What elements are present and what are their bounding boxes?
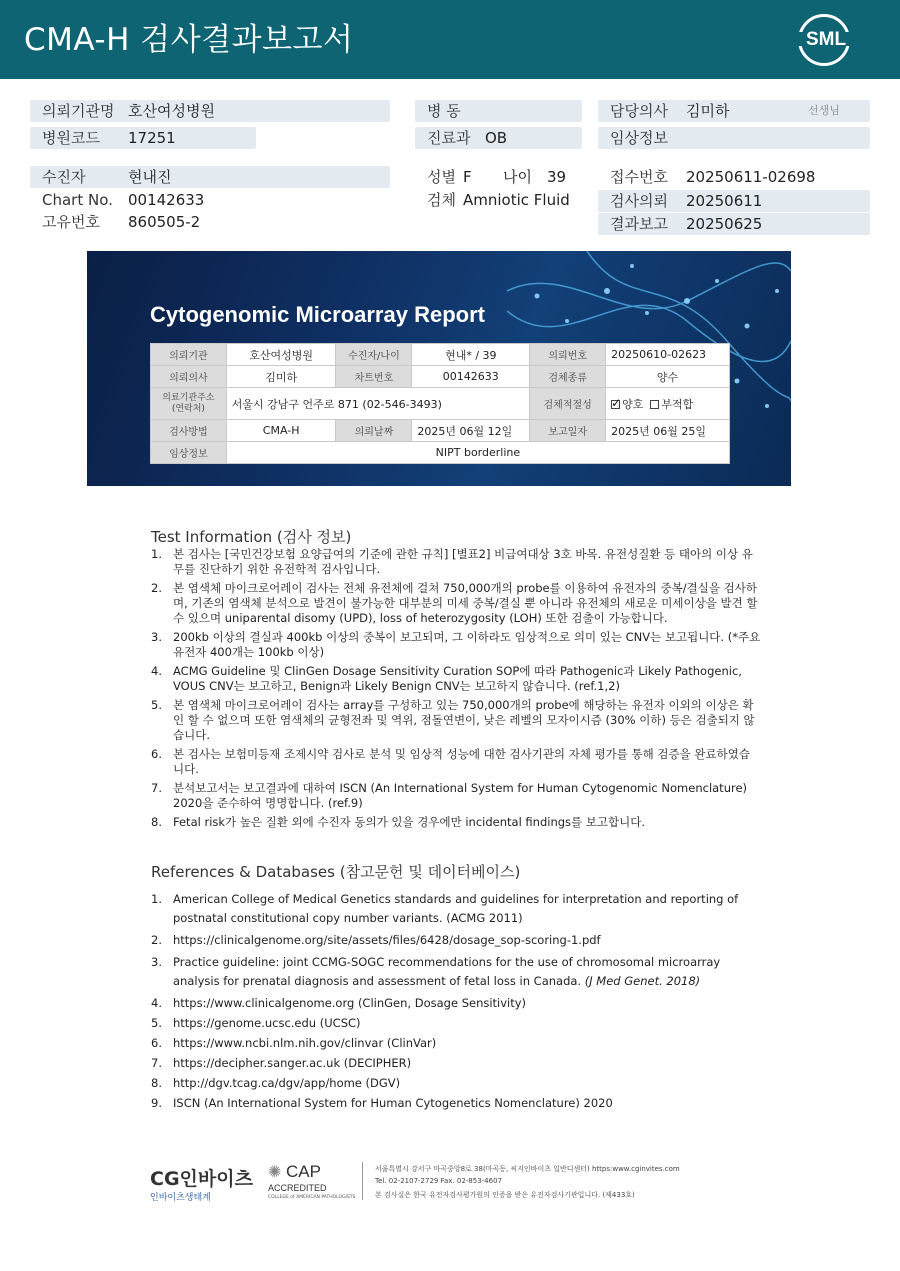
patient-field xyxy=(30,166,390,188)
unique-label: 고유번호 xyxy=(42,213,100,231)
cap-college-text: COLLEGE of AMERICAN PATHOLOGISTS xyxy=(268,1195,356,1200)
footer-divider xyxy=(362,1162,363,1200)
receipt-field xyxy=(598,166,870,188)
table-cell: 의뢰날짜 xyxy=(336,420,412,442)
table-cell: 의뢰의사 xyxy=(151,366,227,388)
request-field xyxy=(598,190,870,212)
hospital-code-field xyxy=(30,127,256,149)
cap-name: CAP xyxy=(286,1162,321,1181)
table-cell: NIPT borderline xyxy=(226,442,729,464)
table-cell: 20250610-02623 xyxy=(606,344,730,366)
report-summary-table xyxy=(150,343,730,464)
chart-field xyxy=(30,189,390,211)
list-item: 3. Practice guideline: joint CCMG-SOGC recommendations for the use of chromosomal microarray analysis for prenatal diagnosis and assessment of fetal loss in Canada. (J Med Genet. 2018) xyxy=(151,955,721,988)
institution-value: 호산여성병원 xyxy=(128,102,215,120)
cg-invites-logo: CG인바이츠 xyxy=(150,1168,253,1190)
references-title: References & Databases (참고문헌 및 데이터베이스) xyxy=(151,863,521,881)
list-item-text: ISCN (An International System for Human Cytogenetics Nomenclature) 2020 xyxy=(173,1096,613,1110)
clinical-field xyxy=(598,127,870,149)
table-cell: 임상정보 xyxy=(151,442,227,464)
age-value: 39 xyxy=(547,168,567,186)
department-value: OB xyxy=(485,129,508,147)
table-row xyxy=(151,366,730,388)
list-item: 4. https://www.clinicalgenome.org (ClinGen, Dosage Sensitivity) xyxy=(151,996,527,1010)
list-item: 6. 본 검사는 보험미등재 조제시약 검사로 분석 및 임상적 성능에 대한 검사기관의 자체 평가를 통해 검증을 완료하였습니다. xyxy=(151,747,750,776)
list-item: 7. 분석보고서는 보고결과에 대하여 ISCN (An International System for Human Cytogenomic Nomenclature) 2020을 준수하여 명명합니다. (ref.9) xyxy=(151,781,748,810)
footer-certification: 본 검사실은 한국 유전자검사평가원의 인증을 받은 유전자검사기관입니다. (제433호) xyxy=(375,1191,635,1199)
chart-value: 00142633 xyxy=(128,191,205,209)
table-cell: 수진자/나이 xyxy=(336,344,412,366)
list-item: 5. https://genome.ucsc.edu (UCSC) xyxy=(151,1016,361,1030)
table-cell: 차트번호 xyxy=(336,366,412,388)
list-item: 2. 본 염색체 마이크로어레이 검사는 전체 유전체에 걸쳐 750,000개의 probe를 이용하여 유전자의 중복/결실을 검사하며, 기존의 염색체 분석으로 발견이 불가능한 대부분의 미세 중복/결실 뿐 아니라 유전체의 새로운 미세이상을 발견 할 수 있으며 uniparental disomy (UPD), loss of heterozygosity (LOH) 또한 검출이 가능합니다. xyxy=(151,581,758,625)
inadequate-label: 부적합 xyxy=(661,397,694,411)
list-item-text: https://www.ncbi.nlm.nih.gov/clinvar (ClinVar) xyxy=(173,1036,437,1050)
clinical-label: 임상정보 xyxy=(610,129,668,147)
table-cell: 검체적절성 xyxy=(530,388,606,420)
table-row xyxy=(151,442,730,464)
cap-star-icon: ✺ xyxy=(268,1162,282,1181)
request-value: 20250611 xyxy=(686,192,763,210)
hospital-code-label: 병원코드 xyxy=(42,129,100,147)
banner-title: Cytogenomic Microarray Report xyxy=(150,302,485,327)
sml-logo xyxy=(796,12,854,66)
list-item-text: 분석보고서는 보고결과에 대하여 ISCN (An International System for Human Cytogenomic Nomenclature) 2020을 준수하여 명명합니다. (ref.9) xyxy=(173,781,748,810)
chart-label: Chart No. xyxy=(42,191,113,209)
institution-label: 의뢰기관명 xyxy=(42,102,115,120)
table-cell: 검사방법 xyxy=(151,420,227,442)
table-cell: 2025년 06월 25일 xyxy=(606,420,730,442)
cap-accredited-logo xyxy=(268,1162,358,1202)
list-item-text: https://clinicalgenome.org/site/assets/files/6428/dosage_sop-scoring-1.pdf xyxy=(173,933,601,947)
result-field xyxy=(598,213,870,235)
receipt-value: 20250611-02698 xyxy=(686,168,816,186)
department-field xyxy=(415,127,582,149)
request-label: 검사의뢰 xyxy=(610,192,668,210)
table-cell: 2025년 06월 12일 xyxy=(412,420,530,442)
unique-value: 860505-2 xyxy=(128,213,201,231)
table-row xyxy=(151,344,730,366)
patient-value: 현내진 xyxy=(128,168,172,186)
table-cell: 보고일자 xyxy=(530,420,606,442)
list-item: 9. ISCN (An International System for Human Cytogenetics Nomenclature) 2020 xyxy=(151,1096,613,1110)
table-cell: 00142633 xyxy=(412,366,530,388)
list-item-text: 본 염색체 마이크로어레이 검사는 array를 구성하고 있는 750,000개의 probe에 해당하는 유전자 이외의 이상은 확인 할 수 없으며 또한 염색체의 균형전좌 및 역위, 점돌연변이, 낮은 레벨의 모자이시즘 (30% 이하) 등은 검출되지 않습니다. xyxy=(173,698,755,742)
test-info-list xyxy=(151,547,761,830)
receipt-label: 접수번호 xyxy=(610,168,668,186)
table-row xyxy=(151,388,730,420)
table-cell: 의뢰기관 xyxy=(151,344,227,366)
list-item: 2. https://clinicalgenome.org/site/assets/files/6428/dosage_sop-scoring-1.pdf xyxy=(151,933,601,947)
list-item-text: American College of Medical Genetics standards and guidelines for interpretation and reporting of postnatal constitutional copy number variants. (ACMG 2011) xyxy=(173,892,739,925)
footer-contact: Tel. 02-2107-2729 Fax. 02-853-4607 xyxy=(375,1177,503,1185)
list-item: 8. Fetal risk가 높은 질환 외에 수진자 동의가 있을 경우에만 incidental findings를 보고합니다. xyxy=(151,815,645,829)
table-cell: 양수 xyxy=(606,366,730,388)
table-cell: 의료기관주소 (연락처) xyxy=(151,388,227,420)
institution-field xyxy=(30,100,390,122)
report-banner xyxy=(87,251,791,486)
list-item-text: 본 검사는 보험미등재 조제시약 검사로 분석 및 임상적 성능에 대한 검사기관의 자체 평가를 통해 검증을 완료하였습니다. xyxy=(173,747,750,776)
list-item: 7. https://decipher.sanger.ac.uk (DECIPHER) xyxy=(151,1056,412,1070)
table-cell: 호산여성병원 xyxy=(226,344,336,366)
list-item: 8. http://dgv.tcag.ca/dgv/app/home (DGV) xyxy=(151,1076,401,1090)
result-label: 결과보고 xyxy=(610,215,668,233)
list-item: 1. 본 검사는 [국민건강보험 요양급여의 기준에 관한 규칙] [별표2] 비급여대상 3호 바목. 유전성질환 등 태아의 이상 유무를 진단하기 위한 유전학적 검사입니다. xyxy=(151,547,753,576)
table-row xyxy=(151,420,730,442)
list-item-text: http://dgv.tcag.ca/dgv/app/home (DGV) xyxy=(173,1076,401,1090)
adequacy-cell xyxy=(606,388,730,420)
sex-age-field xyxy=(415,166,595,188)
specimen-value: Amniotic Fluid xyxy=(463,191,570,209)
table-cell: 의뢰번호 xyxy=(530,344,606,366)
department-label: 진료과 xyxy=(427,129,471,147)
patient-label: 수진자 xyxy=(42,168,86,186)
references-list xyxy=(151,890,761,1116)
footer-address: 서울특별시 강서구 마곡중앙8로 38(마곡동, 씨지인바이츠 일반디센터) https:www.cginvites.com xyxy=(375,1165,680,1173)
list-item: 3. 200kb 이상의 결실과 400kb 이상의 중복이 보고되며, 그 이하라도 임상적으로 의미 있는 CNV는 보고됩니다. (*주요 유전자 400개는 100kb 이상) xyxy=(151,630,761,659)
table-cell: CMA-H xyxy=(226,420,336,442)
adequate-checkbox xyxy=(611,400,620,409)
list-item-text: https://genome.ucsc.edu (UCSC) xyxy=(173,1016,361,1030)
doctor-field xyxy=(598,100,870,122)
ward-field xyxy=(415,100,582,122)
cg-invites-subtitle: 인바이츠생태계 xyxy=(150,1193,211,1203)
list-item-text: ACMG Guideline 및 ClinGen Dosage Sensitivity Curation SOP에 따라 Pathogenic과 Likely Pathogenic, VOUS CNV는 보고하고, Benign과 Likely Benign CNV는 보고하지 않습니다. (ref.1,2) xyxy=(173,664,742,693)
list-item-text: 본 검사는 [국민건강보험 요양급여의 기준에 관한 규칙] [별표2] 비급여대상 3호 바목. 유전성질환 등 태아의 이상 유무를 진단하기 위한 유전학적 검사입니다. xyxy=(173,547,753,576)
list-item-text: Fetal risk가 높은 질환 외에 수진자 동의가 있을 경우에만 incidental findings를 보고합니다. xyxy=(173,815,645,829)
header-bar xyxy=(0,0,900,79)
specimen-label: 검체 xyxy=(427,191,456,209)
age-label: 나이 xyxy=(503,168,532,186)
unique-field xyxy=(30,211,390,233)
page-title: CMA-H 검사결과보고서 xyxy=(24,22,354,58)
logo-text: SML xyxy=(805,29,847,50)
list-item-text: Practice guideline: joint CCMG-SOGC recommendations for the use of chromosomal microarray analysis for prenatal diagnosis and assessment of fetal loss in Canada. xyxy=(173,955,721,988)
ward-label: 병 동 xyxy=(427,102,461,120)
list-item: 6. https://www.ncbi.nlm.nih.gov/clinvar (ClinVar) xyxy=(151,1036,437,1050)
table-cell: 서울시 강남구 언주로 871 (02-546-3493) xyxy=(226,388,529,420)
list-item-text: https://www.clinicalgenome.org (ClinGen, Dosage Sensitivity) xyxy=(173,996,527,1010)
inadequate-checkbox xyxy=(650,400,659,409)
test-info-title: Test Information (검사 정보) xyxy=(151,528,352,546)
list-item: 4. ACMG Guideline 및 ClinGen Dosage Sensitivity Curation SOP에 따라 Pathogenic과 Likely Pathogenic, VOUS CNV는 보고하고, Benign과 Likely Benign CNV는 보고하지 않습니다. (ref.1,2) xyxy=(151,664,742,693)
table-cell: 현내* / 39 xyxy=(412,344,530,366)
doctor-suffix: 선생님 xyxy=(808,104,840,117)
sex-label: 성별 xyxy=(427,168,456,186)
result-value: 20250625 xyxy=(686,215,763,233)
list-item: 1. American College of Medical Genetics standards and guidelines for interpretation and reporting of postnatal constitutional copy number variants. (ACMG 2011) xyxy=(151,892,739,925)
adequate-label: 양호 xyxy=(622,397,644,411)
journal-citation: (J Med Genet. 2018) xyxy=(584,974,701,988)
hospital-code-value: 17251 xyxy=(128,129,176,147)
list-item: 5. 본 염색체 마이크로어레이 검사는 array를 구성하고 있는 750,000개의 probe에 해당하는 유전자 이외의 이상은 확인 할 수 없으며 또한 염색체의 균형전좌 및 역위, 점돌연변이, 낮은 레벨의 모자이시즘 (30% 이하) 등은 검출되지 않습니다. xyxy=(151,698,755,742)
list-item-text: 본 염색체 마이크로어레이 검사는 전체 유전체에 걸쳐 750,000개의 probe를 이용하여 유전자의 중복/결실을 검사하며, 기존의 염색체 분석으로 발견이 불가능한 대부분의 미세 중복/결실 뿐 아니라 유전체의 새로운 미세이상을 발견 할 수 있으며 uniparental disomy (UPD), loss of heterozygosity (LOH) 또한 검출이 가능합니다. xyxy=(173,581,758,625)
doctor-value: 김미하 xyxy=(686,102,730,120)
list-item-text: 200kb 이상의 결실과 400kb 이상의 중복이 보고되며, 그 이하라도 임상적으로 의미 있는 CNV는 보고됩니다. (*주요 유전자 400개는 100kb 이상) xyxy=(173,630,761,659)
cap-accredited-text: ACCREDITED xyxy=(268,1183,327,1193)
specimen-field xyxy=(415,189,595,211)
sex-value: F xyxy=(463,168,472,186)
table-cell: 김미하 xyxy=(226,366,336,388)
doctor-label: 담당의사 xyxy=(610,102,668,120)
table-cell: 검체종류 xyxy=(530,366,606,388)
footer xyxy=(150,1160,710,1210)
list-item-text: https://decipher.sanger.ac.uk (DECIPHER) xyxy=(173,1056,412,1070)
